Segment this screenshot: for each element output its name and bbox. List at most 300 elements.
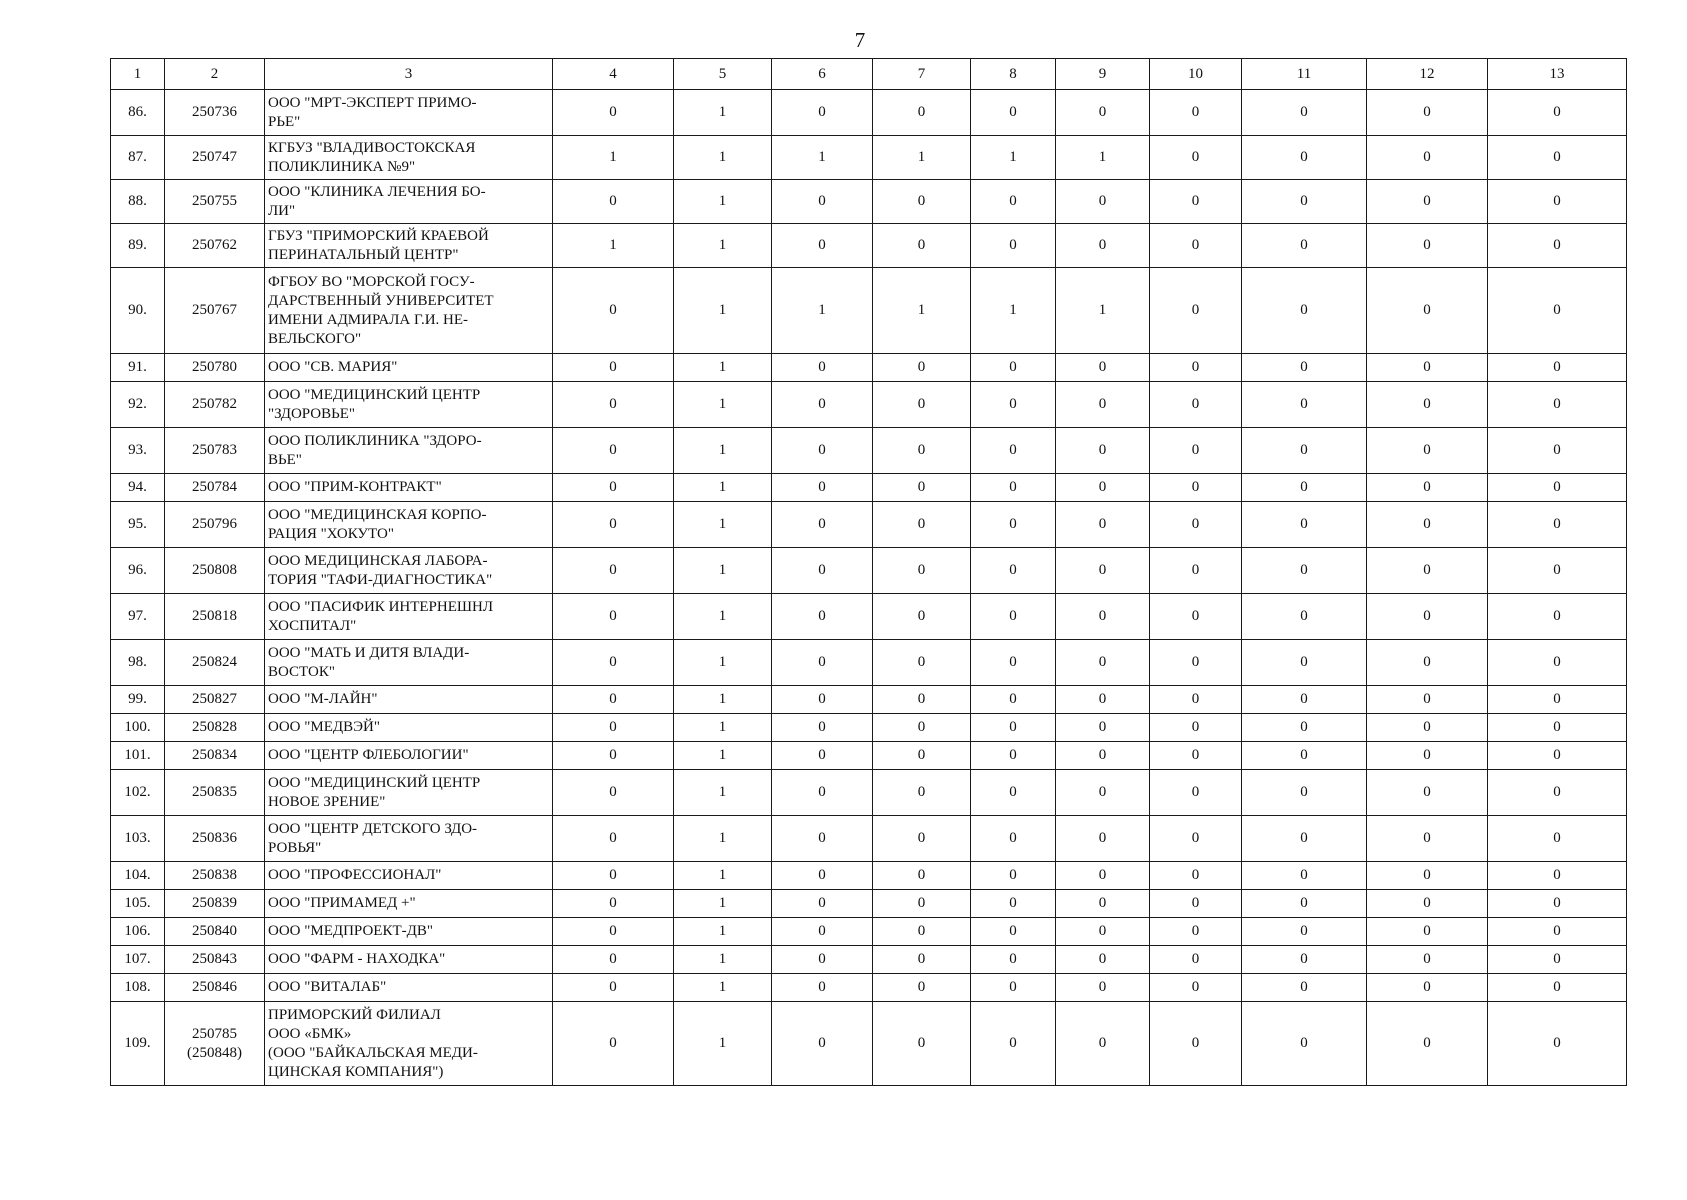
column-header: 2 xyxy=(165,59,265,90)
value-cell: 0 xyxy=(1488,742,1627,770)
data-table xyxy=(110,58,1627,1086)
value-cell: 0 xyxy=(873,1002,971,1086)
value-cell: 0 xyxy=(1150,180,1242,224)
value-cell: 0 xyxy=(873,890,971,918)
value-cell: 0 xyxy=(1056,640,1150,686)
value-cell: 0 xyxy=(1242,474,1367,502)
org-code-cell: 250828 xyxy=(165,714,265,742)
value-cell: 0 xyxy=(873,918,971,946)
value-cell: 0 xyxy=(971,224,1056,268)
value-cell: 0 xyxy=(1056,946,1150,974)
value-cell: 0 xyxy=(1242,90,1367,136)
value-cell: 0 xyxy=(772,890,873,918)
value-cell: 0 xyxy=(1056,862,1150,890)
org-name-cell: ООО МЕДИЦИНСКАЯ ЛАБОРА- ТОРИЯ "ТАФИ-ДИАГНОСТИКА" xyxy=(265,548,553,594)
table-row xyxy=(111,428,1627,474)
value-cell: 0 xyxy=(1242,890,1367,918)
value-cell: 0 xyxy=(772,1002,873,1086)
value-cell: 0 xyxy=(971,474,1056,502)
value-cell: 1 xyxy=(772,136,873,180)
org-code-cell: 250808 xyxy=(165,548,265,594)
row-number-cell: 98. xyxy=(111,640,165,686)
value-cell: 0 xyxy=(1488,180,1627,224)
value-cell: 0 xyxy=(1056,974,1150,1002)
value-cell: 0 xyxy=(1242,640,1367,686)
row-number-cell: 96. xyxy=(111,548,165,594)
value-cell: 0 xyxy=(1367,686,1488,714)
value-cell: 0 xyxy=(772,90,873,136)
row-number-cell: 92. xyxy=(111,382,165,428)
value-cell: 0 xyxy=(772,918,873,946)
row-number-cell: 87. xyxy=(111,136,165,180)
value-cell: 1 xyxy=(1056,136,1150,180)
row-number-cell: 109. xyxy=(111,1002,165,1086)
row-number-cell: 104. xyxy=(111,862,165,890)
org-code-cell: 250784 xyxy=(165,474,265,502)
value-cell: 0 xyxy=(1242,382,1367,428)
table-row xyxy=(111,770,1627,816)
value-cell: 0 xyxy=(873,770,971,816)
value-cell: 1 xyxy=(674,428,772,474)
value-cell: 0 xyxy=(1056,548,1150,594)
value-cell: 0 xyxy=(1488,714,1627,742)
org-code-cell: 250827 xyxy=(165,686,265,714)
column-header: 13 xyxy=(1488,59,1627,90)
value-cell: 0 xyxy=(1367,890,1488,918)
org-code-cell: 250834 xyxy=(165,742,265,770)
value-cell: 0 xyxy=(1150,382,1242,428)
value-cell: 1 xyxy=(674,548,772,594)
value-cell: 0 xyxy=(553,548,674,594)
value-cell: 0 xyxy=(772,428,873,474)
value-cell: 0 xyxy=(1488,474,1627,502)
value-cell: 0 xyxy=(1242,428,1367,474)
org-code-cell: 250796 xyxy=(165,502,265,548)
value-cell: 1 xyxy=(674,474,772,502)
value-cell: 0 xyxy=(1056,180,1150,224)
value-cell: 0 xyxy=(1488,382,1627,428)
value-cell: 0 xyxy=(772,382,873,428)
value-cell: 0 xyxy=(971,382,1056,428)
value-cell: 0 xyxy=(553,686,674,714)
column-header: 12 xyxy=(1367,59,1488,90)
org-code-cell: 250839 xyxy=(165,890,265,918)
column-header: 6 xyxy=(772,59,873,90)
value-cell: 0 xyxy=(1150,770,1242,816)
value-cell: 1 xyxy=(971,136,1056,180)
value-cell: 0 xyxy=(772,742,873,770)
page-number: 7 xyxy=(854,28,866,52)
value-cell: 0 xyxy=(1242,548,1367,594)
value-cell: 0 xyxy=(553,770,674,816)
value-cell: 0 xyxy=(1150,502,1242,548)
value-cell: 0 xyxy=(1056,428,1150,474)
org-name-cell: ООО "СВ. МАРИЯ" xyxy=(265,354,553,382)
value-cell: 0 xyxy=(553,862,674,890)
value-cell: 1 xyxy=(674,502,772,548)
value-cell: 1 xyxy=(1056,268,1150,354)
column-header: 5 xyxy=(674,59,772,90)
table-row xyxy=(111,862,1627,890)
value-cell: 0 xyxy=(1242,1002,1367,1086)
value-cell: 0 xyxy=(553,594,674,640)
value-cell: 0 xyxy=(1488,946,1627,974)
row-number-cell: 91. xyxy=(111,354,165,382)
org-code-cell: 250780 xyxy=(165,354,265,382)
value-cell: 0 xyxy=(1150,714,1242,742)
value-cell: 0 xyxy=(873,428,971,474)
value-cell: 0 xyxy=(1488,1002,1627,1086)
row-number-cell: 107. xyxy=(111,946,165,974)
org-code-cell: 250840 xyxy=(165,918,265,946)
value-cell: 0 xyxy=(1488,770,1627,816)
value-cell: 0 xyxy=(1150,686,1242,714)
value-cell: 1 xyxy=(971,268,1056,354)
value-cell: 1 xyxy=(674,890,772,918)
org-name-cell: ООО "МЕДИЦИНСКИЙ ЦЕНТР НОВОЕ ЗРЕНИЕ" xyxy=(265,770,553,816)
row-number-cell: 108. xyxy=(111,974,165,1002)
column-header: 7 xyxy=(873,59,971,90)
table-row xyxy=(111,946,1627,974)
org-code-cell: 250835 xyxy=(165,770,265,816)
org-code-cell: 250838 xyxy=(165,862,265,890)
table-row xyxy=(111,890,1627,918)
value-cell: 0 xyxy=(1242,742,1367,770)
org-name-cell: ПРИМОРСКИЙ ФИЛИАЛ ООО «БМК» (ООО "БАЙКАЛЬСКАЯ МЕДИ- ЦИНСКАЯ КОМПАНИЯ") xyxy=(265,1002,553,1086)
row-number-cell: 97. xyxy=(111,594,165,640)
table-row xyxy=(111,918,1627,946)
row-number-cell: 89. xyxy=(111,224,165,268)
value-cell: 0 xyxy=(1056,502,1150,548)
value-cell: 0 xyxy=(873,224,971,268)
table-row xyxy=(111,816,1627,862)
org-name-cell: ООО "ЦЕНТР ФЛЕБОЛОГИИ" xyxy=(265,742,553,770)
value-cell: 0 xyxy=(873,382,971,428)
value-cell: 0 xyxy=(772,640,873,686)
row-number-cell: 106. xyxy=(111,918,165,946)
value-cell: 1 xyxy=(674,714,772,742)
value-cell: 0 xyxy=(971,742,1056,770)
org-name-cell: ООО ПОЛИКЛИНИКА "ЗДОРО- ВЬЕ" xyxy=(265,428,553,474)
value-cell: 0 xyxy=(1056,770,1150,816)
value-cell: 0 xyxy=(1150,428,1242,474)
value-cell: 0 xyxy=(1150,640,1242,686)
column-header: 11 xyxy=(1242,59,1367,90)
value-cell: 1 xyxy=(674,742,772,770)
value-cell: 0 xyxy=(772,974,873,1002)
table-row xyxy=(111,742,1627,770)
org-name-cell: ООО "МЕДПРОЕКТ-ДВ" xyxy=(265,918,553,946)
value-cell: 1 xyxy=(674,136,772,180)
table-row xyxy=(111,382,1627,428)
value-cell: 0 xyxy=(971,770,1056,816)
value-cell: 0 xyxy=(1150,862,1242,890)
value-cell: 0 xyxy=(1150,890,1242,918)
value-cell: 0 xyxy=(873,354,971,382)
value-cell: 0 xyxy=(1056,224,1150,268)
column-header: 8 xyxy=(971,59,1056,90)
value-cell: 0 xyxy=(873,742,971,770)
value-cell: 0 xyxy=(1056,890,1150,918)
value-cell: 0 xyxy=(1150,974,1242,1002)
value-cell: 0 xyxy=(1242,816,1367,862)
value-cell: 0 xyxy=(873,816,971,862)
value-cell: 0 xyxy=(1367,90,1488,136)
org-code-cell: 250783 xyxy=(165,428,265,474)
value-cell: 0 xyxy=(553,816,674,862)
value-cell: 0 xyxy=(772,594,873,640)
value-cell: 0 xyxy=(873,946,971,974)
value-cell: 0 xyxy=(1056,714,1150,742)
value-cell: 0 xyxy=(1367,224,1488,268)
value-cell: 0 xyxy=(553,946,674,974)
table-row xyxy=(111,474,1627,502)
value-cell: 1 xyxy=(674,224,772,268)
value-cell: 0 xyxy=(553,180,674,224)
value-cell: 0 xyxy=(1242,502,1367,548)
value-cell: 1 xyxy=(674,974,772,1002)
value-cell: 0 xyxy=(553,714,674,742)
value-cell: 0 xyxy=(1056,382,1150,428)
value-cell: 0 xyxy=(1242,594,1367,640)
value-cell: 0 xyxy=(1367,180,1488,224)
value-cell: 1 xyxy=(674,1002,772,1086)
org-name-cell: ООО "ПАСИФИК ИНТЕРНЕШНЛ ХОСПИТАЛ" xyxy=(265,594,553,640)
value-cell: 0 xyxy=(1488,640,1627,686)
value-cell: 1 xyxy=(674,640,772,686)
value-cell: 0 xyxy=(772,180,873,224)
org-code-cell: 250824 xyxy=(165,640,265,686)
value-cell: 0 xyxy=(1367,770,1488,816)
value-cell: 0 xyxy=(1488,268,1627,354)
value-cell: 0 xyxy=(1488,890,1627,918)
value-cell: 0 xyxy=(1242,268,1367,354)
value-cell: 0 xyxy=(1488,686,1627,714)
value-cell: 0 xyxy=(1367,918,1488,946)
value-cell: 0 xyxy=(873,502,971,548)
value-cell: 0 xyxy=(1367,268,1488,354)
value-cell: 0 xyxy=(971,816,1056,862)
org-code-cell: 250782 xyxy=(165,382,265,428)
value-cell: 0 xyxy=(873,862,971,890)
value-cell: 0 xyxy=(971,714,1056,742)
value-cell: 0 xyxy=(971,354,1056,382)
value-cell: 0 xyxy=(553,918,674,946)
value-cell: 0 xyxy=(971,946,1056,974)
value-cell: 1 xyxy=(674,90,772,136)
value-cell: 0 xyxy=(1367,640,1488,686)
org-code-cell: 250767 xyxy=(165,268,265,354)
value-cell: 0 xyxy=(873,686,971,714)
value-cell: 0 xyxy=(1488,918,1627,946)
value-cell: 0 xyxy=(1367,594,1488,640)
row-number-cell: 93. xyxy=(111,428,165,474)
table-row xyxy=(111,686,1627,714)
value-cell: 0 xyxy=(971,1002,1056,1086)
value-cell: 0 xyxy=(553,742,674,770)
value-cell: 0 xyxy=(1488,354,1627,382)
value-cell: 0 xyxy=(1242,180,1367,224)
value-cell: 0 xyxy=(1367,946,1488,974)
table-row xyxy=(111,502,1627,548)
table-row xyxy=(111,594,1627,640)
value-cell: 0 xyxy=(1150,594,1242,640)
value-cell: 0 xyxy=(971,974,1056,1002)
value-cell: 0 xyxy=(1056,918,1150,946)
value-cell: 0 xyxy=(553,428,674,474)
value-cell: 0 xyxy=(1056,686,1150,714)
value-cell: 0 xyxy=(772,816,873,862)
org-name-cell: ГБУЗ "ПРИМОРСКИЙ КРАЕВОЙ ПЕРИНАТАЛЬНЫЙ ЦЕНТР" xyxy=(265,224,553,268)
org-code-cell: 250762 xyxy=(165,224,265,268)
value-cell: 0 xyxy=(1150,918,1242,946)
value-cell: 0 xyxy=(1150,224,1242,268)
value-cell: 1 xyxy=(674,918,772,946)
org-name-cell: ООО "МЕДИЦИНСКИЙ ЦЕНТР "ЗДОРОВЬЕ" xyxy=(265,382,553,428)
row-number-cell: 101. xyxy=(111,742,165,770)
value-cell: 0 xyxy=(1150,90,1242,136)
value-cell: 0 xyxy=(1367,382,1488,428)
value-cell: 0 xyxy=(1242,918,1367,946)
value-cell: 0 xyxy=(971,90,1056,136)
row-number-cell: 88. xyxy=(111,180,165,224)
value-cell: 0 xyxy=(1150,474,1242,502)
value-cell: 0 xyxy=(1367,714,1488,742)
value-cell: 0 xyxy=(553,890,674,918)
value-cell: 0 xyxy=(553,268,674,354)
value-cell: 1 xyxy=(674,354,772,382)
value-cell: 0 xyxy=(873,714,971,742)
value-cell: 0 xyxy=(553,382,674,428)
value-cell: 1 xyxy=(873,136,971,180)
org-name-cell: ООО "КЛИНИКА ЛЕЧЕНИЯ БО- ЛИ" xyxy=(265,180,553,224)
value-cell: 0 xyxy=(971,502,1056,548)
value-cell: 0 xyxy=(1242,862,1367,890)
table-row xyxy=(111,224,1627,268)
value-cell: 0 xyxy=(1056,594,1150,640)
value-cell: 0 xyxy=(1367,502,1488,548)
value-cell: 0 xyxy=(873,548,971,594)
value-cell: 0 xyxy=(873,594,971,640)
value-cell: 1 xyxy=(553,224,674,268)
value-cell: 0 xyxy=(1367,974,1488,1002)
row-number-cell: 86. xyxy=(111,90,165,136)
value-cell: 0 xyxy=(772,224,873,268)
value-cell: 0 xyxy=(1056,474,1150,502)
column-header: 4 xyxy=(553,59,674,90)
value-cell: 0 xyxy=(772,354,873,382)
value-cell: 0 xyxy=(1367,428,1488,474)
org-name-cell: ООО "ПРИМАМЕД +" xyxy=(265,890,553,918)
value-cell: 0 xyxy=(873,640,971,686)
org-name-cell: ООО "МЕДВЭЙ" xyxy=(265,714,553,742)
org-name-cell: ФГБОУ ВО "МОРСКОЙ ГОСУ- ДАРСТВЕННЫЙ УНИВЕРСИТЕТ ИМЕНИ АДМИРАЛА Г.И. НЕ- ВЕЛЬСКОГО" xyxy=(265,268,553,354)
value-cell: 1 xyxy=(674,862,772,890)
value-cell: 0 xyxy=(772,548,873,594)
value-cell: 0 xyxy=(772,770,873,816)
value-cell: 0 xyxy=(1367,136,1488,180)
value-cell: 0 xyxy=(1488,816,1627,862)
value-cell: 0 xyxy=(553,502,674,548)
table-row xyxy=(111,548,1627,594)
value-cell: 1 xyxy=(674,268,772,354)
value-cell: 1 xyxy=(674,180,772,224)
org-name-cell: ООО "МРТ-ЭКСПЕРТ ПРИМО- РЬЕ" xyxy=(265,90,553,136)
value-cell: 1 xyxy=(674,382,772,428)
value-cell: 0 xyxy=(1150,136,1242,180)
value-cell: 0 xyxy=(1488,428,1627,474)
org-name-cell: ООО "ФАРМ - НАХОДКА" xyxy=(265,946,553,974)
org-code-cell: 250736 xyxy=(165,90,265,136)
header-row xyxy=(111,59,1627,90)
org-code-cell: 250846 xyxy=(165,974,265,1002)
value-cell: 0 xyxy=(971,548,1056,594)
column-header: 10 xyxy=(1150,59,1242,90)
column-header: 3 xyxy=(265,59,553,90)
value-cell: 0 xyxy=(1488,224,1627,268)
value-cell: 0 xyxy=(971,594,1056,640)
value-cell: 0 xyxy=(553,974,674,1002)
value-cell: 0 xyxy=(1367,816,1488,862)
value-cell: 0 xyxy=(971,180,1056,224)
value-cell: 0 xyxy=(1488,548,1627,594)
table-row xyxy=(111,90,1627,136)
value-cell: 0 xyxy=(1056,816,1150,862)
value-cell: 0 xyxy=(1367,354,1488,382)
value-cell: 0 xyxy=(1150,1002,1242,1086)
value-cell: 0 xyxy=(971,428,1056,474)
value-cell: 1 xyxy=(873,268,971,354)
row-number-cell: 90. xyxy=(111,268,165,354)
row-number-cell: 99. xyxy=(111,686,165,714)
value-cell: 0 xyxy=(1367,742,1488,770)
value-cell: 1 xyxy=(674,594,772,640)
org-name-cell: ООО "ПРИМ-КОНТРАКТ" xyxy=(265,474,553,502)
value-cell: 0 xyxy=(1242,714,1367,742)
value-cell: 0 xyxy=(772,862,873,890)
value-cell: 0 xyxy=(553,354,674,382)
value-cell: 0 xyxy=(971,890,1056,918)
value-cell: 0 xyxy=(1367,474,1488,502)
value-cell: 0 xyxy=(1242,354,1367,382)
value-cell: 0 xyxy=(1242,686,1367,714)
table-row xyxy=(111,640,1627,686)
table-row xyxy=(111,714,1627,742)
value-cell: 0 xyxy=(873,474,971,502)
value-cell: 0 xyxy=(1242,136,1367,180)
org-code-cell: 250818 xyxy=(165,594,265,640)
row-number-cell: 102. xyxy=(111,770,165,816)
value-cell: 0 xyxy=(1150,742,1242,770)
value-cell: 1 xyxy=(553,136,674,180)
column-header: 1 xyxy=(111,59,165,90)
value-cell: 1 xyxy=(674,946,772,974)
value-cell: 0 xyxy=(1488,862,1627,890)
value-cell: 0 xyxy=(873,974,971,1002)
value-cell: 0 xyxy=(1150,354,1242,382)
org-name-cell: ООО "МАТЬ И ДИТЯ ВЛАДИ- ВОСТОК" xyxy=(265,640,553,686)
row-number-cell: 103. xyxy=(111,816,165,862)
value-cell: 0 xyxy=(1488,90,1627,136)
row-number-cell: 94. xyxy=(111,474,165,502)
org-code-cell: 250836 xyxy=(165,816,265,862)
value-cell: 0 xyxy=(971,686,1056,714)
column-header: 9 xyxy=(1056,59,1150,90)
table-row xyxy=(111,180,1627,224)
table-row xyxy=(111,268,1627,354)
value-cell: 0 xyxy=(1242,974,1367,1002)
value-cell: 0 xyxy=(1150,816,1242,862)
